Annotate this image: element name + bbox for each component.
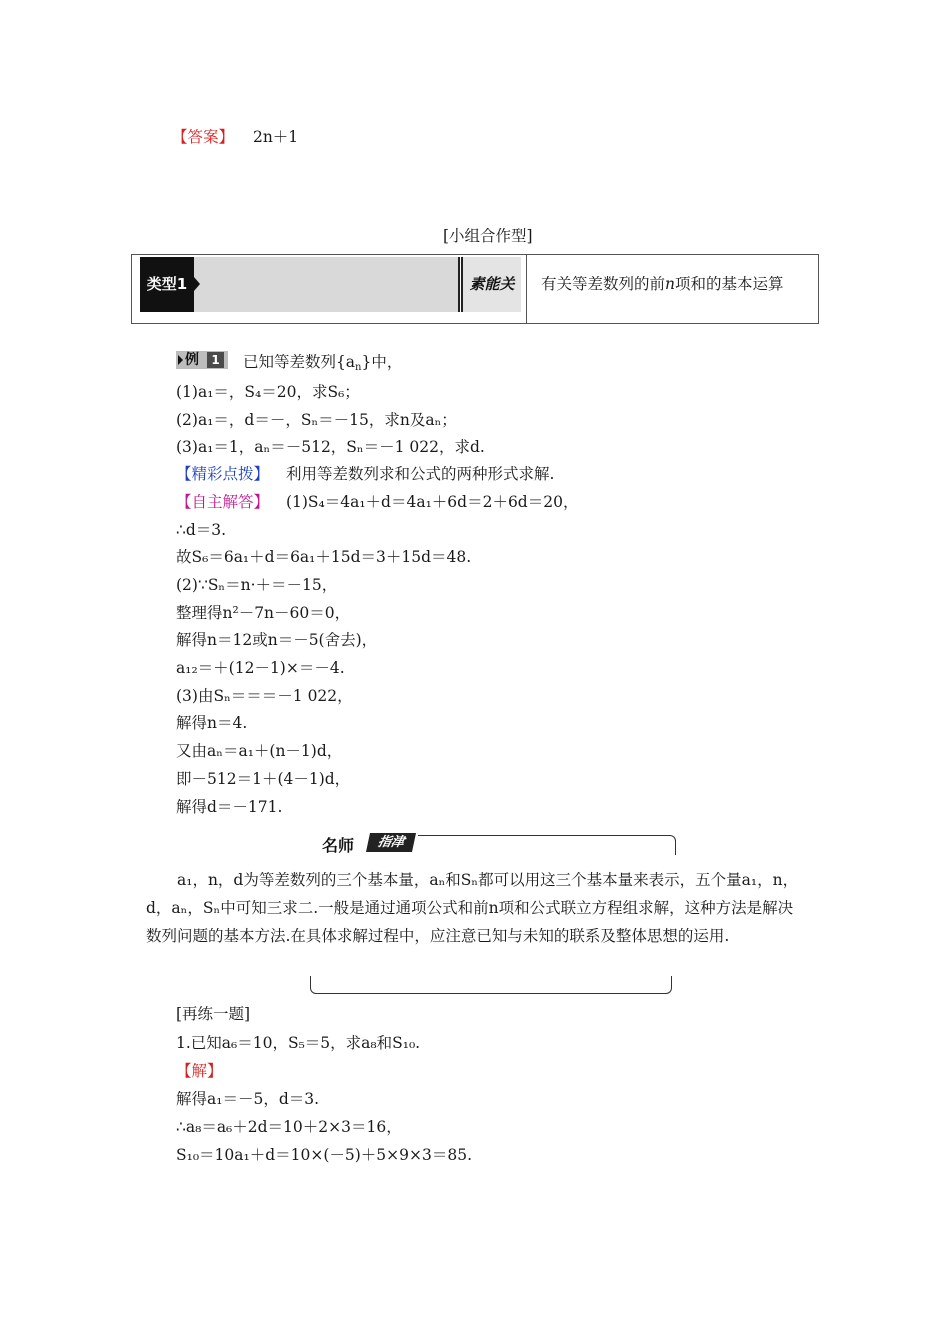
hint-text: 利用等差数列求和公式的两种形式求解. bbox=[285, 465, 555, 483]
type-label: 类型1 bbox=[140, 257, 194, 312]
section-label: [小组合作型] bbox=[443, 227, 533, 245]
solution-line-1: 【自主解答】 (1)S₄＝4a₁＋d＝4a₁＋6d＝2＋6d＝20， bbox=[176, 493, 579, 511]
solution-line-2: ∴d＝3. bbox=[176, 521, 227, 539]
solution-line-11: 即－512＝1＋(4－1)d， bbox=[176, 770, 351, 788]
tip-badge: 指津 bbox=[366, 833, 416, 852]
example-q1: (1)a₁＝，S₄＝20，求S₆； bbox=[176, 383, 360, 401]
solution-line-7: a₁₂＝＋(12－1)×＝－4. bbox=[176, 659, 345, 677]
tip-heading: 名师 bbox=[322, 836, 355, 855]
tip-frame-top bbox=[418, 835, 676, 855]
tip-header bbox=[318, 832, 418, 854]
solution-line-3: 故S₆＝6a₁＋d＝6a₁＋15d＝3＋15d＝48. bbox=[176, 548, 472, 566]
answer-line bbox=[172, 127, 298, 147]
practice-question: 1.已知a₆＝10，S₅＝5，求a₈和S₁₀. bbox=[176, 1034, 421, 1052]
solution-line-12: 解得d＝－171. bbox=[176, 798, 283, 816]
practice-step-2: ∴a₈＝a₆＋2d＝10＋2×3＝16， bbox=[176, 1118, 402, 1136]
type-box bbox=[131, 254, 819, 324]
solution-line-4: (2)∵Sₙ＝n·＋＝－15， bbox=[176, 576, 338, 594]
type-arrow-icon bbox=[194, 277, 200, 291]
example-q3: (3)a₁＝1，aₙ＝－512，Sₙ＝－1 022，求d. bbox=[176, 438, 485, 456]
solution-line-8: (3)由Sₙ＝＝＝－1 022， bbox=[176, 687, 353, 705]
solution-line-10: 又由aₙ＝a₁＋(n－1)d， bbox=[176, 742, 343, 760]
type-title: 有关等差数列的前n项和的基本运算 bbox=[541, 275, 784, 293]
tip-paragraph: a₁，n，d为等差数列的三个基本量，aₙ和Sₙ都可以用这三个基本量来表示，五个量a₁，n，d，aₙ，Sₙ中可知三求二.一般是通过通项公式和前n项和公式联立方程组求解，这种方法是解决数列问题的基本方法.在具体求解过程中，应注意已知与未知的联系及整体思想的运用. bbox=[146, 871, 799, 945]
type-gray-bar bbox=[194, 257, 458, 312]
type-tag: 素能关 bbox=[463, 257, 521, 312]
tip-frame-bottom bbox=[310, 976, 672, 994]
example-intro: 例 1 已知等差数列$\{a_n\}$中， bbox=[176, 351, 402, 372]
practice-solution-label: 【解】 bbox=[176, 1062, 223, 1080]
type-divider bbox=[526, 255, 527, 323]
solution-line-5: 整理得n²－7n－60＝0， bbox=[176, 604, 351, 622]
practice-label: [再练一题] bbox=[176, 1005, 251, 1023]
example-q2: (2)a₁＝，d＝－，Sₙ＝－15，求n及aₙ； bbox=[176, 411, 457, 429]
hint-line bbox=[176, 464, 554, 484]
practice-step-3: S₁₀＝10a₁＋d＝10×(－5)＋5×9×3＝85. bbox=[176, 1146, 473, 1164]
solution-label: 【自主解答】 bbox=[176, 493, 270, 511]
solution-line-6: 解得n＝12或n＝－5(舍去)， bbox=[176, 631, 378, 649]
practice-step-1: 解得a₁＝－5，d＝3. bbox=[176, 1090, 320, 1108]
answer-value: 2n＋1 bbox=[252, 128, 299, 146]
solution-line-9: 解得n＝4. bbox=[176, 714, 248, 732]
hint-label: 【精彩点拨】 bbox=[176, 465, 270, 483]
answer-label: 【答案】 bbox=[172, 128, 235, 146]
example-tag: 例 1 bbox=[176, 351, 228, 369]
triangle-icon bbox=[178, 355, 183, 365]
